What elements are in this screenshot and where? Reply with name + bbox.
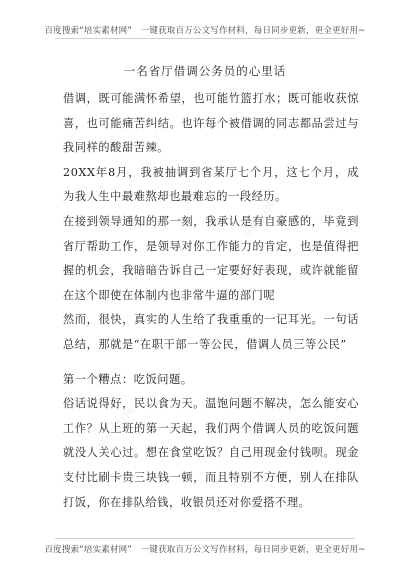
footer-banner: 百度搜索“培实素材网” 一键获取百万公文写作材料，每日同步更新，更全更好用~ <box>44 545 366 555</box>
watermark-text: 培实素材网 <box>241 195 282 242</box>
paragraph: 俗话说得好，民以食为天。温饱问题不解决，怎么能安心工作？从上班的第一天起，我们两个借调人员的吃饭问题就没人关心过。想在食堂吃饭？自己用现金付钱呗。现金支付比刷卡贵三块钱一顿，而且特别不方便，别人在排队打饭，你在排队给钱，收银员还对你爱搭不理。 <box>63 397 359 509</box>
paragraph: 在接到领导通知的那一刻，我承认是有自豪感的，毕竟到省厅帮助工作，是领导对你工作能力的肯定，也是值得把握的机会，我暗暗告诉自己一定要好好表现，或许就能留在这个即使在体制内也非常牛逼的部门呢 <box>63 214 359 302</box>
paragraph: 然而，很快，真实的人生给了我重重的一记耳光。一句话总结，那就是“在职干部一等公民，借调人员三等公民” <box>63 313 359 351</box>
document-title: 一名省厅借调公务员的心里话 <box>123 64 287 78</box>
header-banner: 百度搜索“培实素材网” 一键获取百万公文写作材料，每日同步更新，更全更好用~ <box>44 26 366 36</box>
watermark-text: 培实素材网 <box>96 405 137 452</box>
document-body <box>63 87 359 515</box>
header-divider <box>55 38 355 39</box>
section-heading: 第一个糟点：吃饭问题。 <box>63 372 193 386</box>
footer-divider <box>55 538 355 539</box>
paragraph: 借调，既可能满怀希望，也可能竹篮打水；既可能收获惊喜，也可能痛苦纠结。也许每个被借调的同志都品尝过与我同样的酸甜苦辣。 <box>63 92 359 155</box>
paragraph: 20XX年8月，我被抽调到省某厅七个月，这七个月，成为我人生中最难熬却也最难忘的一段经历。 <box>63 165 359 204</box>
